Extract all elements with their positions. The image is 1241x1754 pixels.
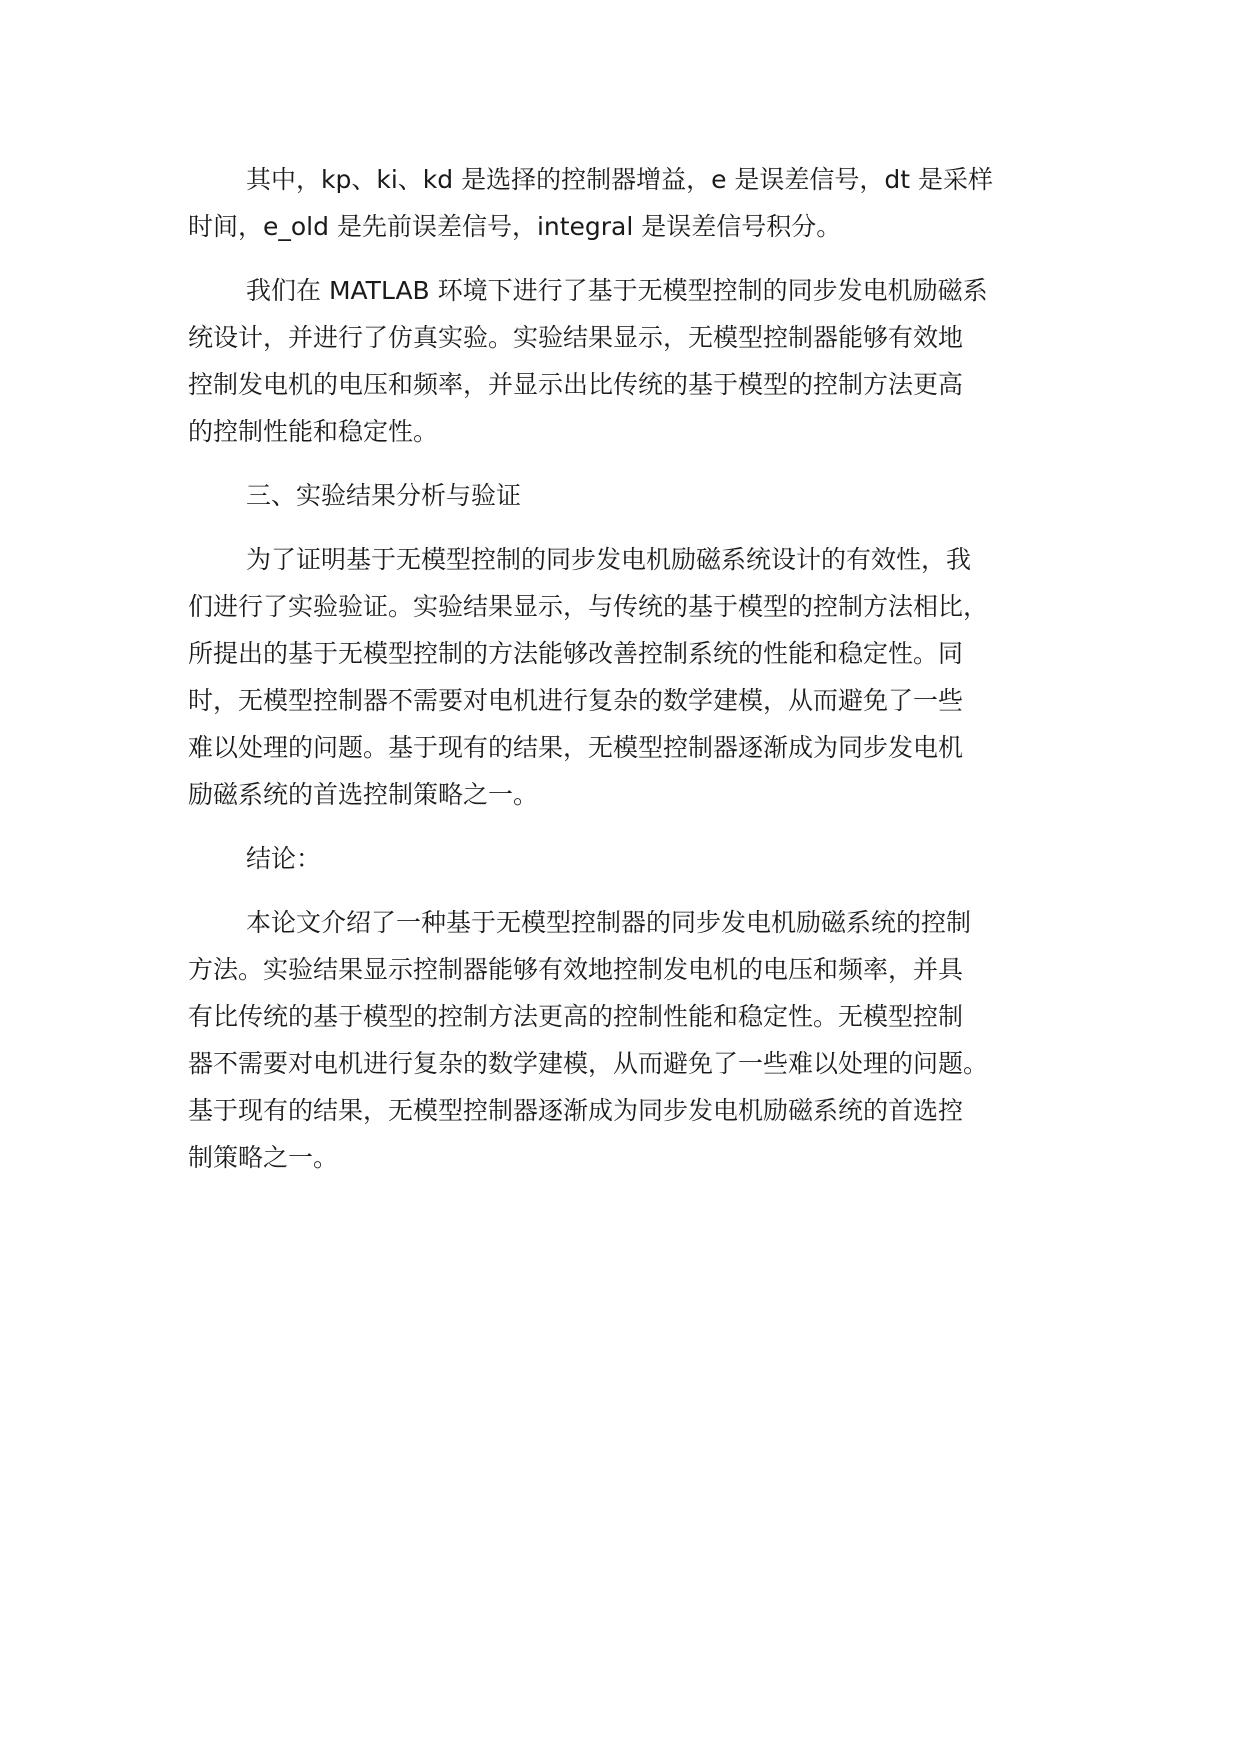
paragraph-pid-terms — [188, 156, 1088, 250]
section-heading: 三、实验结果分析与验证 — [246, 481, 522, 510]
text-line: 控制发电机的电压和频率，并显示出比传统的基于模型的控制方法更高 — [188, 370, 964, 399]
text-line: 时，无模型控制器不需要对电机进行复杂的数学建模，从而避免了一些 — [188, 686, 964, 715]
text-line: 难以处理的问题。基于现有的结果，无模型控制器逐渐成为同步发电机 — [188, 733, 964, 762]
paragraph-matlab-simulation — [188, 267, 1088, 455]
section-heading: 结论： — [246, 844, 322, 873]
text-line: 励磁系统的首选控制策略之一。 — [188, 780, 539, 809]
text-line: 的控制性能和稳定性。 — [188, 417, 439, 446]
section-heading-results — [188, 472, 1088, 519]
section-heading-conclusion — [188, 835, 1088, 882]
text-line: 有比传统的基于模型的控制方法更高的控制性能和稳定性。无模型控制 — [188, 1002, 964, 1031]
text-line: 方法。实验结果显示控制器能够有效地控制发电机的电压和频率，并具 — [188, 955, 964, 984]
text-line: 们进行了实验验证。实验结果显示，与传统的基于模型的控制方法相比， — [188, 592, 989, 621]
text-line: 为了证明基于无模型控制的同步发电机励磁系统设计的有效性，我 — [246, 545, 972, 574]
text-line: 制策略之一。 — [188, 1143, 339, 1172]
text-line: 本论文介绍了一种基于无模型控制器的同步发电机励磁系统的控制 — [246, 908, 972, 937]
text-line: 我们在 MATLAB 环境下进行了基于无模型控制的同步发电机励磁系 — [246, 276, 988, 305]
paragraph-validation — [188, 536, 1088, 818]
text-line: 统设计，并进行了仿真实验。实验结果显示，无模型控制器能够有效地 — [188, 323, 964, 352]
document-body — [188, 156, 1088, 1198]
paragraph-conclusion — [188, 899, 1088, 1181]
text-line: 器不需要对电机进行复杂的数学建模，从而避免了一些难以处理的问题。 — [188, 1049, 989, 1078]
text-line: 基于现有的结果，无模型控制器逐渐成为同步发电机励磁系统的首选控 — [188, 1096, 964, 1125]
text-line: 所提出的基于无模型控制的方法能够改善控制系统的性能和稳定性。同 — [188, 639, 964, 668]
text-line: 其中，kp、ki、kd 是选择的控制器增益，e 是误差信号，dt 是采样 — [246, 165, 994, 194]
text-line: 时间，e_old 是先前误差信号，integral 是误差信号积分。 — [188, 212, 842, 241]
